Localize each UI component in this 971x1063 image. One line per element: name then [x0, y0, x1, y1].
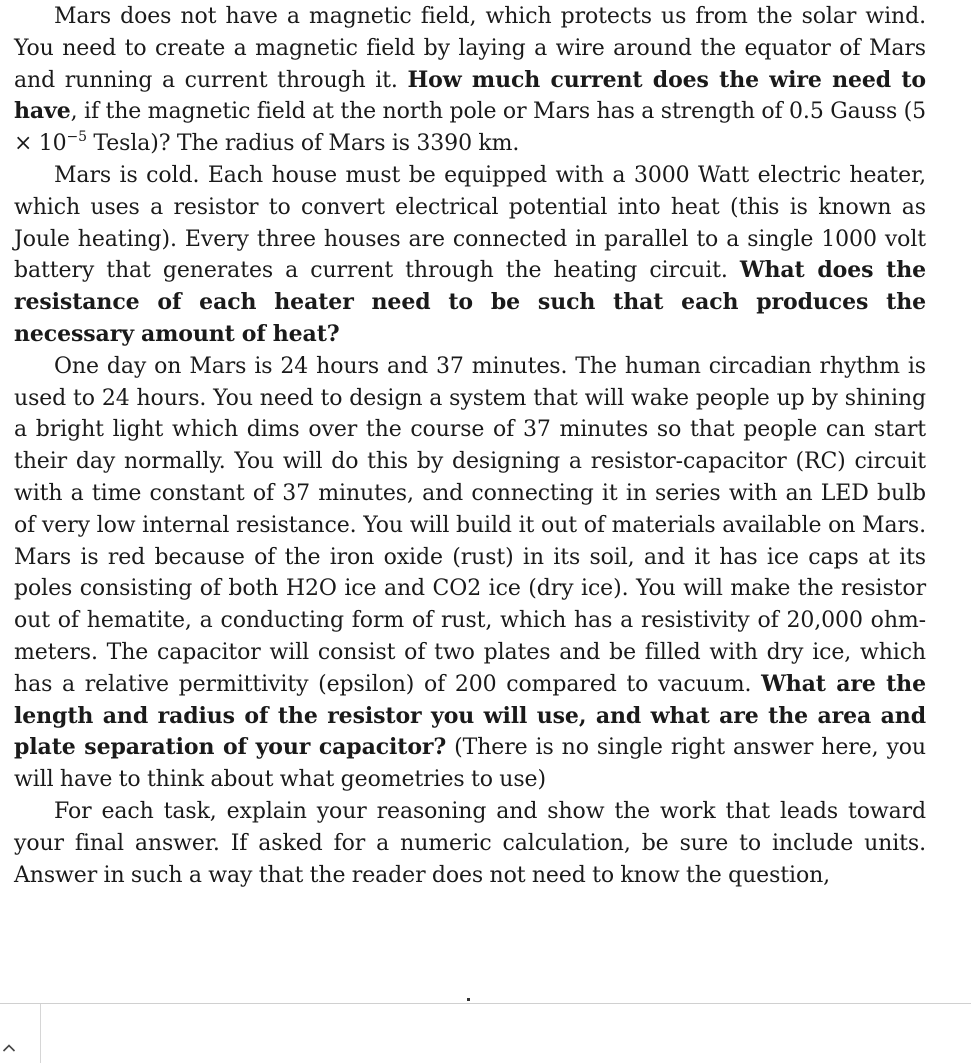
paragraph-magnetic-field	[14, 1, 926, 160]
bottom-toolbar	[0, 1004, 971, 1063]
document-body	[14, 0, 926, 891]
question-resistance: What does the resistance of each heater need to be such that each produces the necessary amount of heat?	[14, 257, 926, 347]
paragraph-text: (There is no single right answer here, you will have to think about what geometries to use)	[14, 735, 926, 793]
exponent: −5	[66, 129, 87, 146]
paragraph-heater	[14, 160, 926, 351]
question-current: How much current does the wire need to have	[14, 66, 927, 125]
paragraph-text: , if the magnetic field at the north pole or Mars has a strength of 0.5 Gauss (5 × 10	[14, 99, 926, 157]
chevron-up-icon	[2, 1043, 16, 1053]
paragraph-text: Mars does not have a magnetic field, which protects us from the solar wind. You need to create a magnetic field by laying a wire around the equator of Mars and running a current through it.	[14, 4, 926, 93]
paragraph-text: For each task, explain your reasoning and show the work that leads toward your final answer. If asked for a numeric calculation, be sure to include units. Answer in such a way that the reader does not need to know the question,	[14, 798, 926, 888]
collapse-button[interactable]	[0, 1004, 41, 1063]
paragraph-rc-circuit	[14, 351, 926, 796]
paragraph-instructions	[14, 796, 926, 891]
paragraph-text: Tesla)? The radius of Mars is 3390 km.	[86, 131, 520, 157]
paragraph-text: Mars is cold. Each house must be equipped with a 3000 Watt electric heater, which uses a resistor to convert electrical potential into heat (this is known as Joule heating). Every three houses are connected in parallel to a single 1000 volt battery that generates a current through the heating circuit.	[14, 162, 926, 284]
question-geometry: What are the length and radius of the resistor you will use, and what are the area and plate separation of your capacitor?	[14, 670, 926, 761]
paragraph-text: One day on Mars is 24 hours and 37 minutes. The human circadian rhythm is used to 24 hours. You need to design a system that will wake people up by shining a bright light which dims over the course of 37 minutes so that people can start their day normally. You will do this by designing a resistor-capacitor (RC) circuit with a time constant of 37 minutes, and connecting it in series with an LED bulb of very low internal resistance. You will build it out of materials available on Mars. Mars is red because of the iron oxide (rust) in its soil, and it has ice caps at its poles consisting of both H2O ice and CO2 ice (dry ice). You will make the resistor out of hematite, a conducting form of rust, which has a resistivity of 20,000 ohm-meters. The capacitor will consist of two plates and be filled with dry ice, which has a relative permittivity (epsilon) of 200 compared to vacuum.	[14, 353, 926, 697]
page-number	[467, 998, 470, 1001]
